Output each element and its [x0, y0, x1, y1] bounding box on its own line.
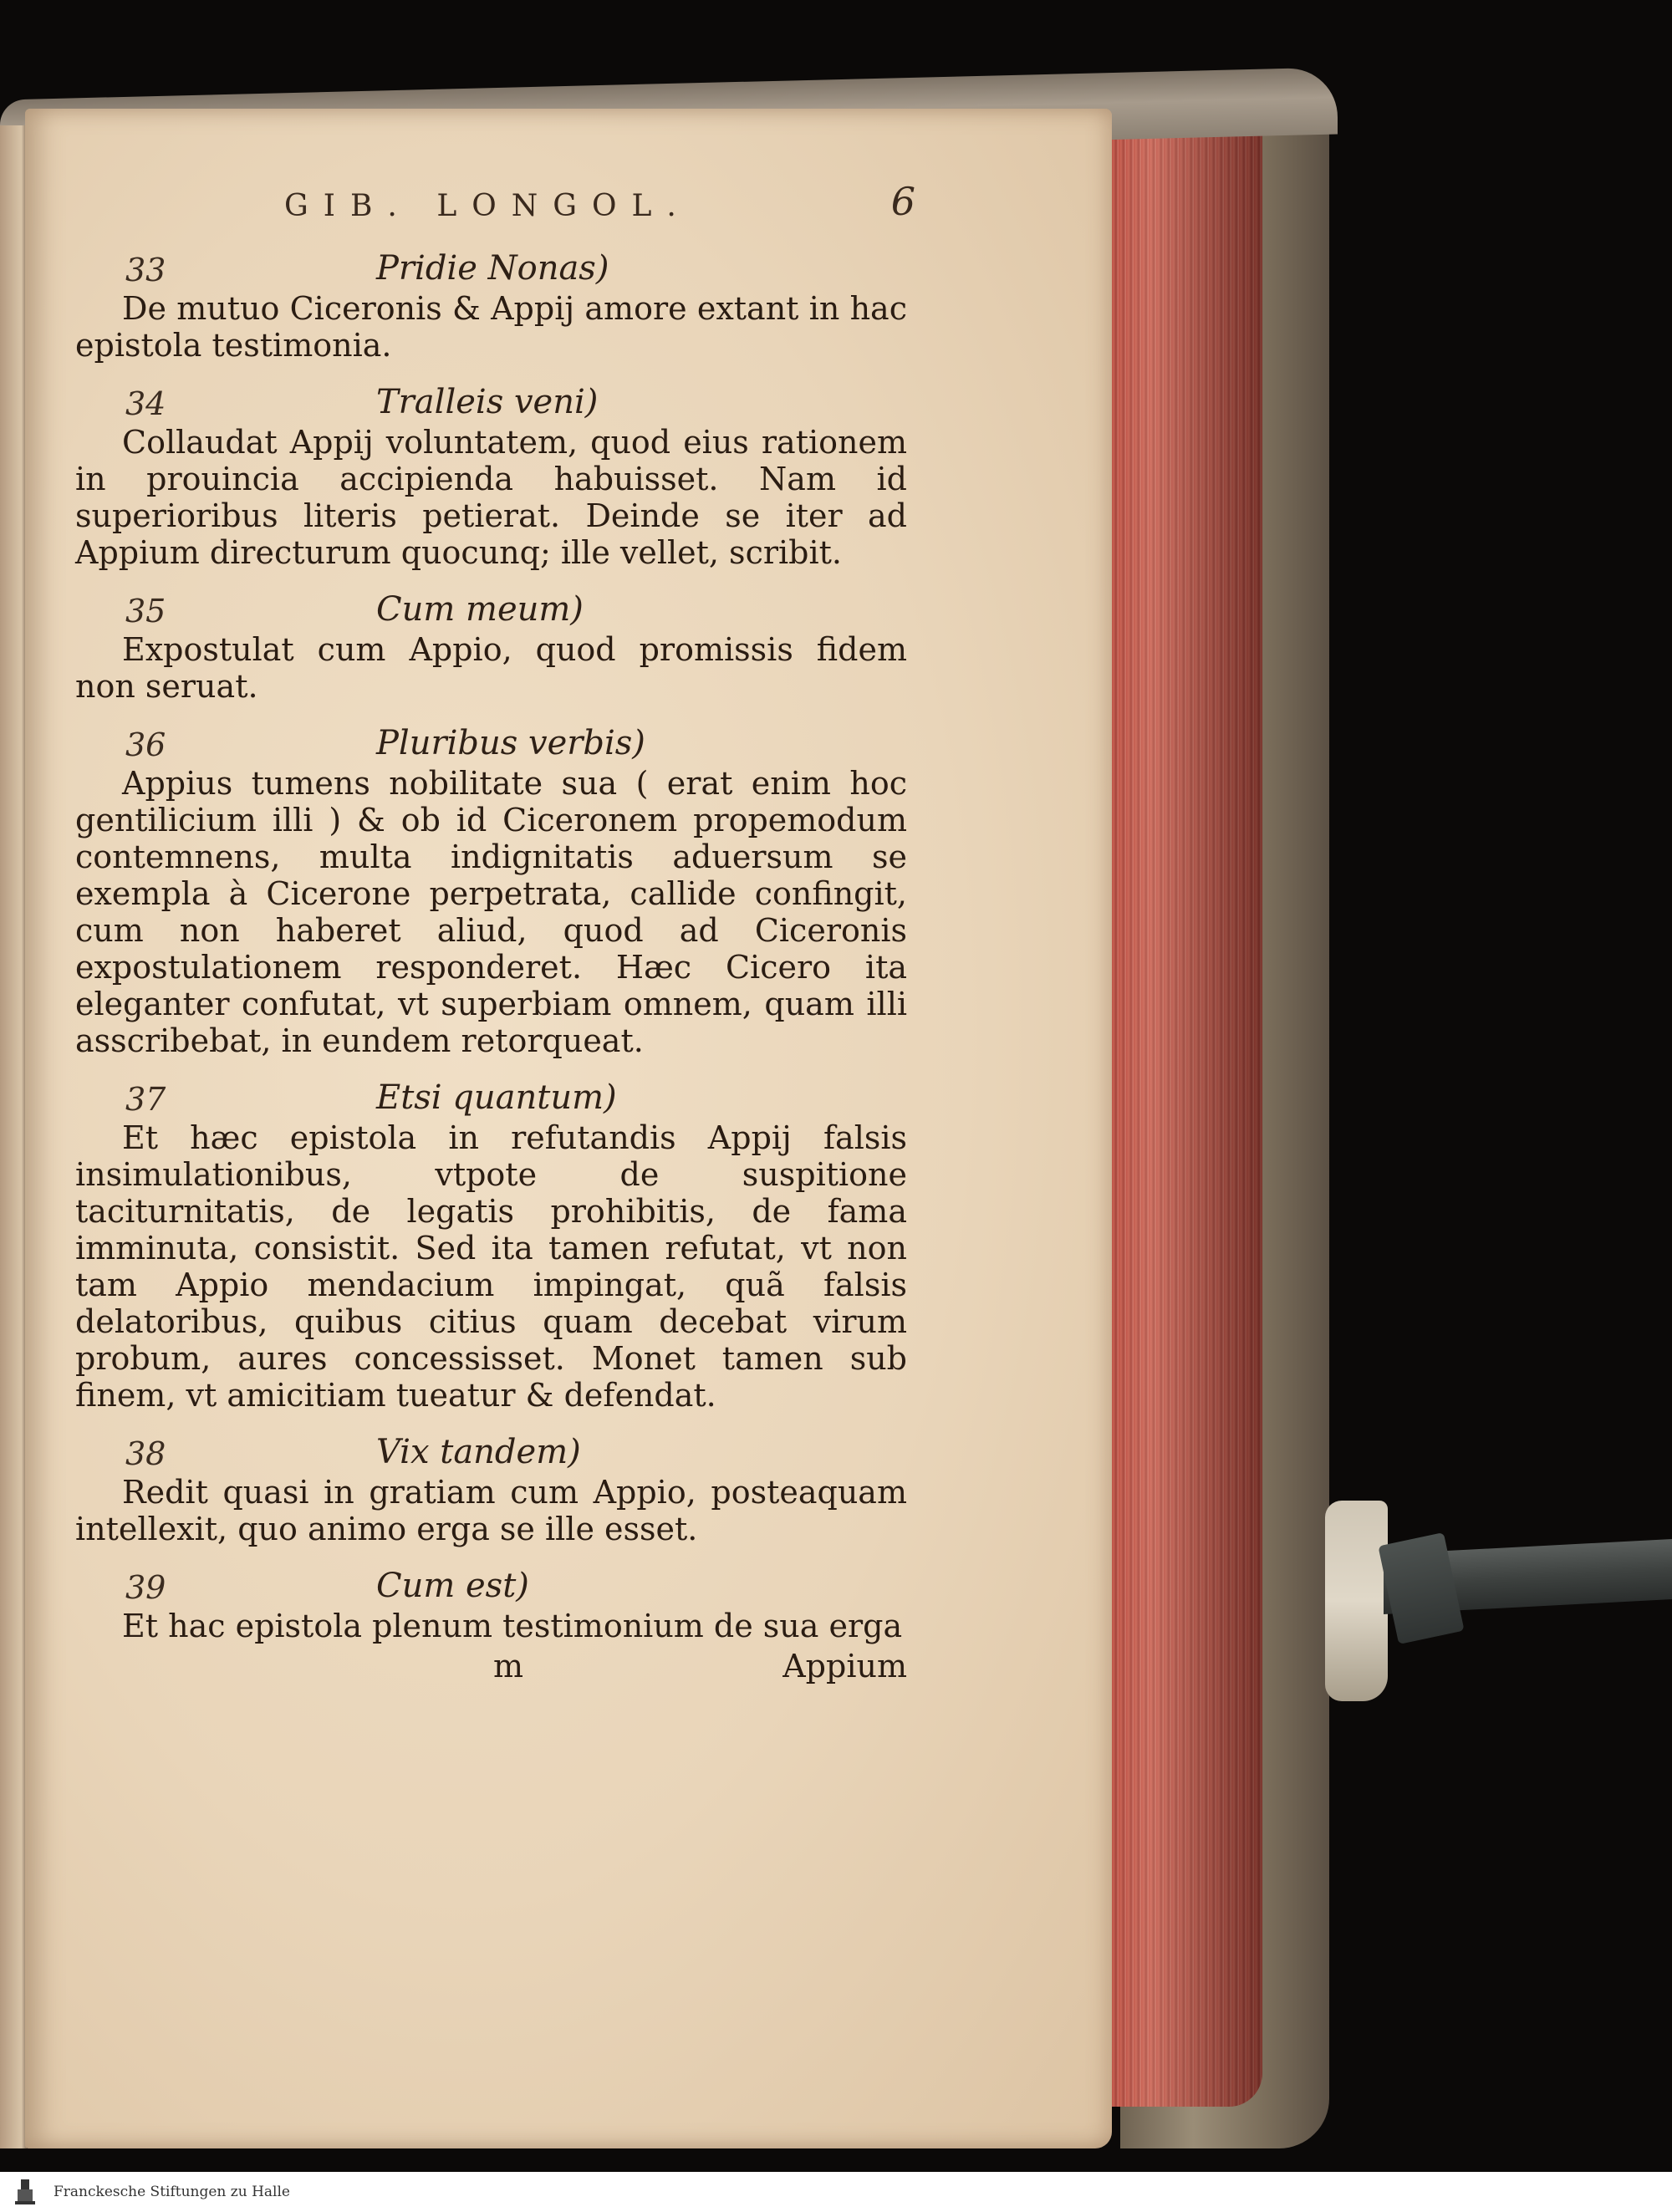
entry-number: 36 [125, 726, 166, 763]
entry-text: Collaudat Appij voluntatem, quod eius rationem in prouincia accipienda habuisset. Nam id superioribus literis petierat. Deinde se iter ad Appium directurum quocunq; ille vellet, scribit. [75, 424, 907, 571]
viewer-footer [0, 2172, 1672, 2212]
entry [75, 1430, 907, 1547]
entry-number: 38 [125, 1435, 166, 1472]
entry [75, 1564, 907, 1644]
running-head [75, 179, 915, 238]
entry-lemma: Vix tandem) [376, 1433, 581, 1471]
catchline [75, 1648, 907, 1690]
clasp-leather [1325, 1501, 1388, 1701]
running-title: GIB. LONGOL. [284, 189, 691, 223]
entry-lemma: Tralleis veni) [376, 383, 599, 421]
left-page-sliver [0, 125, 27, 2148]
entry-head [75, 1076, 907, 1119]
entry [75, 721, 907, 1059]
entry-lemma: Pridie Nonas) [376, 249, 609, 288]
entry-text: Et hac epistola plenum testimonium de sua erga [122, 1608, 903, 1644]
entry [75, 380, 907, 571]
signature-mark: m [493, 1648, 524, 1684]
entry-text: Expostulat cum Appio, quod promissis fidem non seruat. [75, 631, 907, 705]
entry-text: Redit quasi in gratiam cum Appio, posteaquam intellexit, quo animo erga se ille esset. [75, 1474, 907, 1547]
page-text [75, 179, 915, 1690]
entry-text: Appius tumens nobilitate sua ( erat enim hoc gentilicium illi ) & ob id Ciceronem propemodum contemnens, multa indignitatis aduersum se exempla à Cicerone perpetrata, callide confingit, cum non haberet aliud, quod ad Ciceronis expostulationem responderet. Hæc Cicero ita eleganter confutat, vt superbiam omnem, quam illi asscribebat, in eundem retorqueat. [75, 765, 907, 1059]
entry-head [75, 588, 907, 631]
entry-head [75, 1564, 907, 1608]
page-number: 6 [890, 179, 915, 224]
entry [75, 247, 907, 364]
clasp-hinge [1378, 1532, 1464, 1644]
entry [75, 588, 907, 705]
entry-head [75, 380, 907, 424]
entry-number: 37 [125, 1081, 166, 1118]
entry-number: 35 [125, 593, 166, 629]
page-edges-shade [1104, 117, 1262, 2107]
entry-head [75, 1430, 907, 1474]
entry-lemma: Etsi quantum) [376, 1078, 617, 1117]
entry-lemma: Pluribus verbis) [376, 724, 645, 762]
entry-head [75, 247, 907, 290]
institution-name: Franckesche Stiftungen zu Halle [54, 2184, 290, 2200]
entry-number: 34 [125, 385, 166, 422]
entry-lemma: Cum est) [376, 1567, 529, 1605]
entry-text: De mutuo Ciceronis & Appij amore extant in hac epistola testimonia. [75, 290, 907, 364]
entry-head [75, 721, 907, 765]
entry-lemma: Cum meum) [376, 590, 584, 629]
catchword: Appium [782, 1648, 907, 1684]
institution-logo-icon [8, 2175, 42, 2209]
entry [75, 1076, 907, 1414]
entry-text: Et hæc epistola in refutandis Appij falsis insimulationibus, vtpote de suspitione taciturnitatis, de legatis prohibitis, de fama imminuta, consistit. Sed ita tamen refutat, vt non tam Appio mendacium impingat, quã falsis delatoribus, quibus citius quam decebat virum probum, aures concessisset. Monet tamen sub finem, vt amicitiam tueatur & defendat. [75, 1119, 907, 1414]
entry-number: 33 [125, 252, 166, 288]
entry-number: 39 [125, 1569, 166, 1606]
